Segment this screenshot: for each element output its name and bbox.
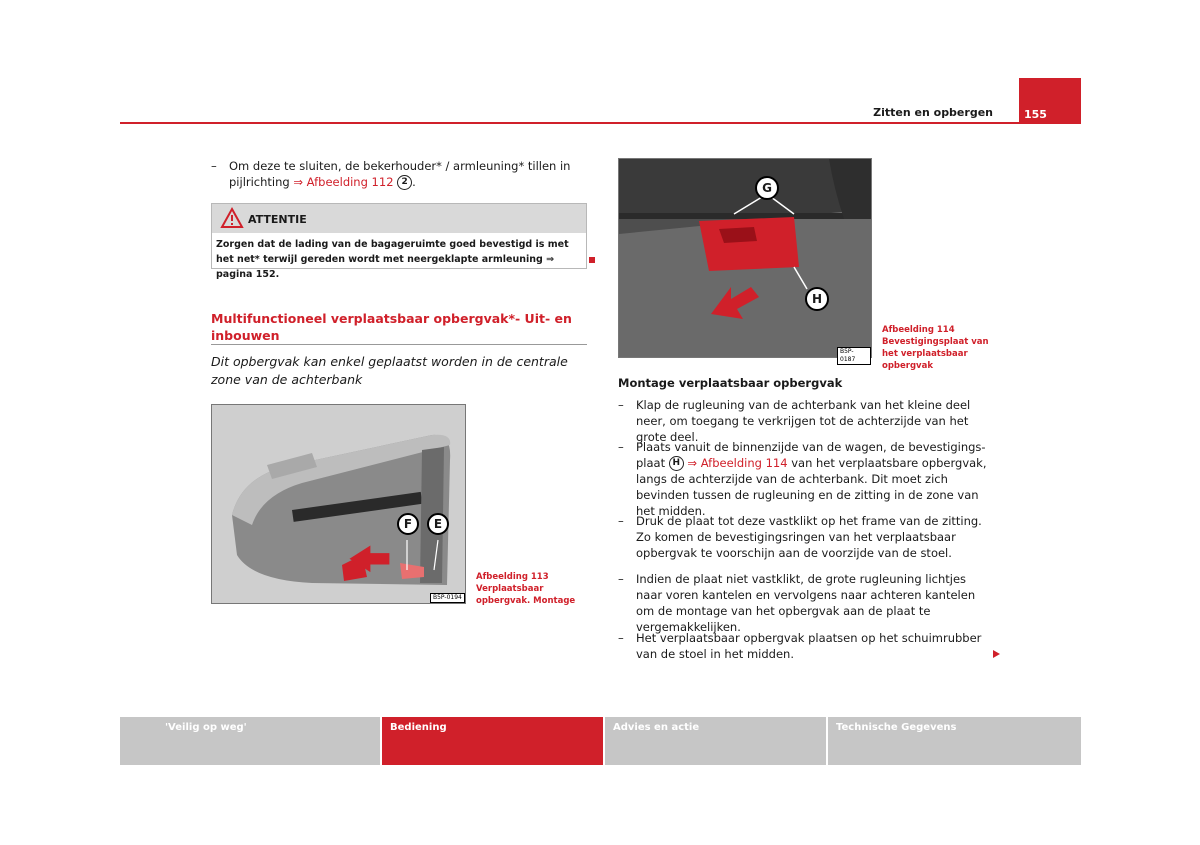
warning-text: Zorgen dat de lading van de bagageruimte goed bevestigd is met het net* terwijl gereden wordt met neergeklapte armleuning ⇒ pagina 152. bbox=[216, 239, 569, 280]
bullet-dash: – bbox=[618, 514, 624, 528]
bullet-dash: – bbox=[618, 440, 624, 454]
figure-113-image bbox=[211, 404, 466, 604]
step-1 bbox=[618, 397, 994, 445]
figure-code: B5P-0187 bbox=[837, 347, 871, 365]
bullet-dash: – bbox=[618, 631, 624, 645]
step-text-cont: van het verplaatsbare opbergvak, langs de achterzijde van de achterbank. Dit moet zich bevinden tussen de rugleuning en de zitting in de zone van het midden. bbox=[636, 456, 987, 518]
warning-title: ATTENTIE bbox=[248, 213, 307, 226]
section-title: Multifunctioneel verplaatsbaar opbergvak*- Uit- en inbouwen bbox=[211, 311, 572, 343]
figure-link[interactable]: ⇒ Afbeelding 112 bbox=[293, 175, 394, 189]
bracket-illustration bbox=[619, 159, 871, 357]
warning-header bbox=[212, 204, 586, 233]
chapter-title: Zitten en opbergen bbox=[873, 106, 993, 119]
callout-h: H bbox=[805, 287, 829, 311]
tab-bediening[interactable]: Bediening bbox=[382, 717, 603, 765]
continue-arrow-icon bbox=[993, 650, 1000, 658]
step-4 bbox=[618, 571, 994, 635]
step-5 bbox=[618, 630, 994, 662]
step-text: Plaats vanuit de binnenzijde van de wagen, de bevestigingsplaat bbox=[636, 440, 986, 470]
subsection-title: Montage verplaatsbaar opbergvak bbox=[618, 376, 843, 390]
figure-114-caption: Afbeelding 114 Bevestigingsplaat van het verplaatsbaar opbergvak bbox=[882, 325, 989, 371]
figure-113-caption: Afbeelding 113 Verplaatsbaar opbergvak. Montage bbox=[476, 572, 576, 606]
warning-box bbox=[211, 203, 587, 280]
figure-code: B5P-0194 bbox=[430, 593, 465, 603]
bullet-dash: – bbox=[211, 159, 217, 173]
end-marker bbox=[589, 257, 595, 263]
callout-e: E bbox=[427, 513, 449, 535]
header-rule bbox=[120, 122, 1080, 124]
callout-number: 2 bbox=[397, 175, 412, 190]
step-text: Het verplaatsbaar opbergvak plaatsen op het schuimrubber van de stoel in het midden. bbox=[636, 631, 982, 661]
close-instruction bbox=[211, 158, 587, 190]
step-text: Klap de rugleuning van de achterbank van het kleine deel neer, om toegang te verkrijgen tot de achterzijde van het grote deel. bbox=[636, 398, 971, 444]
bullet-dash: – bbox=[618, 572, 624, 586]
step-text: Indien de plaat niet vastklikt, de grote rugleuning lichtjes naar voren kantelen en vervolgens naar achteren kantelen om de montage van het opbergvak aan de plaat te vergemakkelijken. bbox=[636, 572, 976, 634]
bullet-text: Om deze te sluiten, de bekerhouder* / armleuning* tillen in pijlrichting bbox=[229, 159, 571, 189]
step-2 bbox=[618, 439, 994, 519]
bullet-end: . bbox=[412, 175, 416, 189]
step-text: Druk de plaat tot deze vastklikt op het frame van de zitting. Zo komen de bevestigingsringen van het verplaatsbaar opbergvak te voorschijn aan de voorzijde van de stoel. bbox=[636, 514, 982, 560]
callout-f: F bbox=[397, 513, 419, 535]
tab-veilig-op-weg[interactable]: 'Veilig op weg' bbox=[120, 717, 380, 765]
section-rule bbox=[211, 344, 587, 345]
figure-114-image bbox=[618, 158, 872, 363]
warning-icon bbox=[221, 208, 243, 228]
tab-advies-en-actie[interactable]: Advies en actie bbox=[605, 717, 826, 765]
page-number: 155 bbox=[1019, 78, 1081, 124]
armrest-illustration bbox=[212, 405, 465, 603]
callout-g: G bbox=[755, 176, 779, 200]
bullet-dash: – bbox=[618, 398, 624, 412]
tab-technische-gegevens[interactable]: Technische Gegevens bbox=[828, 717, 1081, 765]
figure-link[interactable]: ⇒ Afbeelding 114 bbox=[687, 456, 788, 470]
callout-h-inline: H bbox=[669, 456, 684, 471]
section-intro: Dit opbergvak kan enkel geplaatst worden in de centrale zone van de achterbank bbox=[211, 354, 568, 387]
step-3 bbox=[618, 513, 994, 561]
